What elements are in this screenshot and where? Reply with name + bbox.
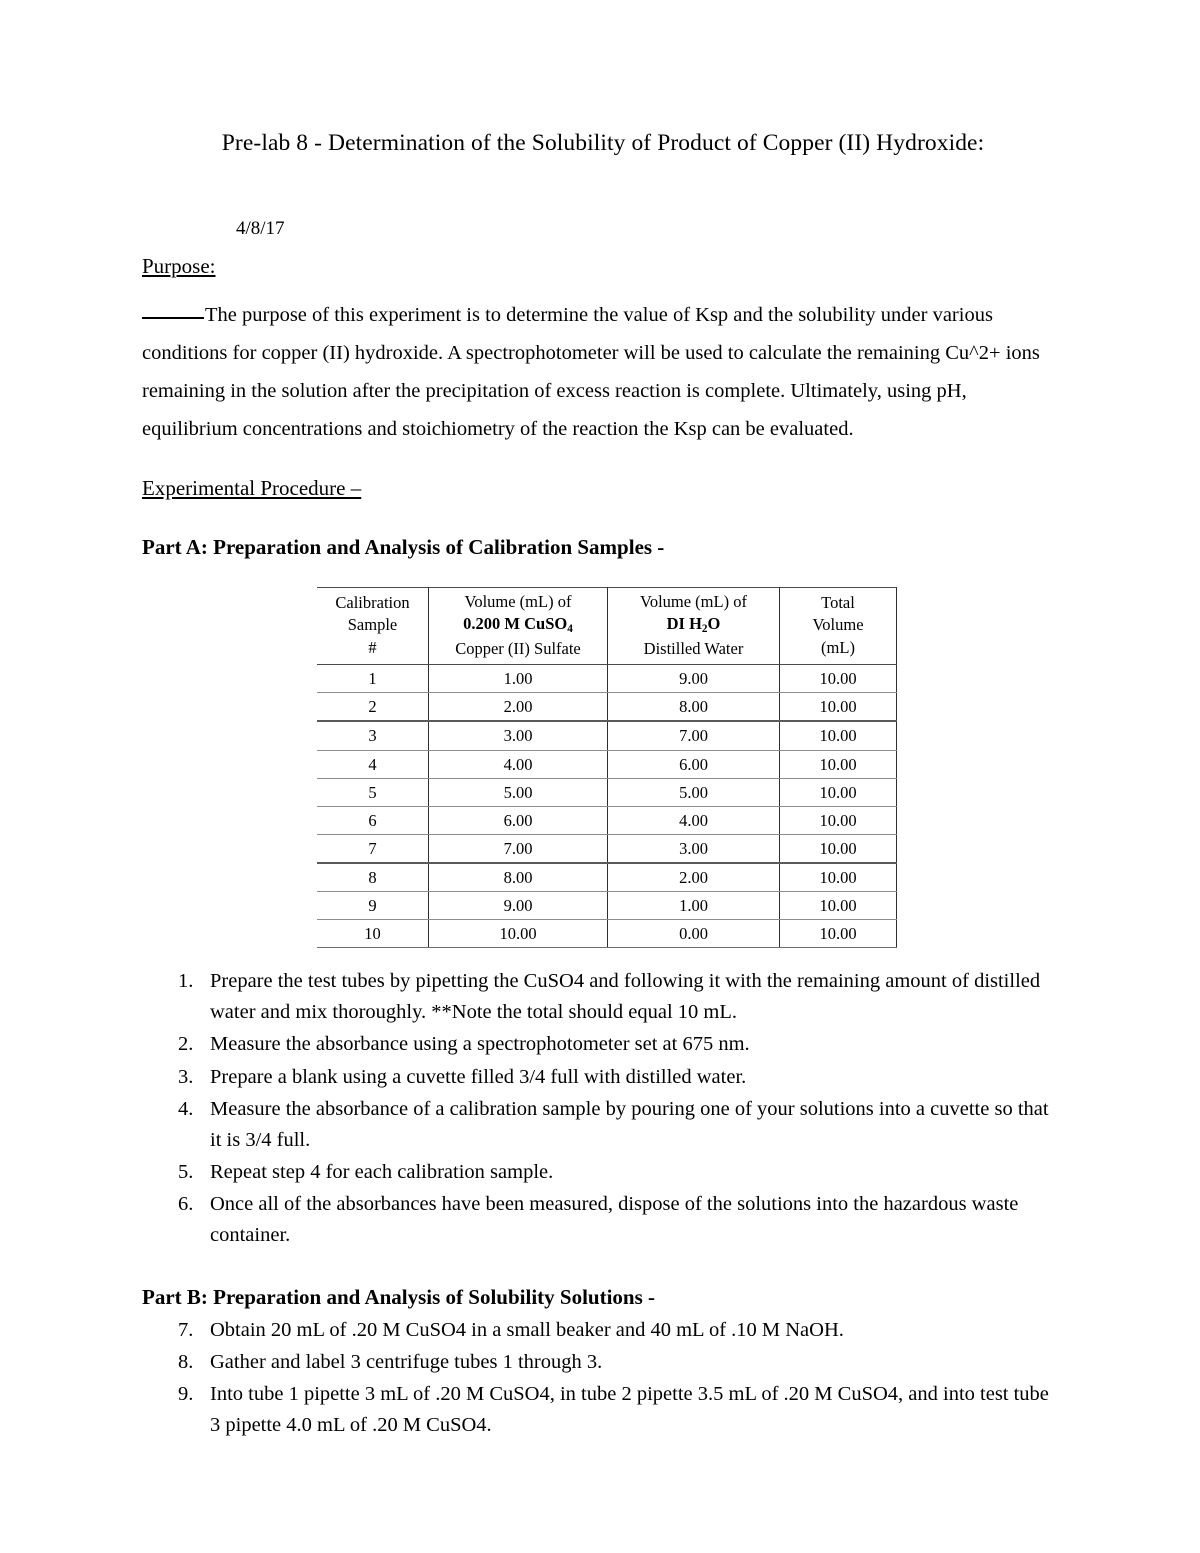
document-body <box>142 128 1064 1442</box>
cell-water-volume: 3.00 <box>608 834 780 863</box>
step-number: 8. <box>178 1351 194 1373</box>
cell-water-volume: 5.00 <box>608 778 780 806</box>
list-item <box>142 966 1064 1028</box>
step-number: 5. <box>178 1161 194 1184</box>
table-row <box>317 693 897 722</box>
list-item <box>142 1062 1064 1093</box>
header-formula-pre: 0.200 M CuSO <box>463 614 568 634</box>
column-header-cuso4 <box>429 588 608 665</box>
cell-total-volume: 10.00 <box>780 665 897 693</box>
cell-cuso4-volume: 3.00 <box>429 721 608 750</box>
cell-water-volume: 4.00 <box>608 806 780 834</box>
cell-cuso4-volume: 6.00 <box>429 806 608 834</box>
list-item <box>142 1157 1064 1188</box>
cell-cuso4-volume: 7.00 <box>429 834 608 863</box>
cell-cuso4-volume: 1.00 <box>429 665 608 693</box>
cell-sample: 9 <box>317 891 429 919</box>
calibration-table-head <box>317 588 897 665</box>
step-number: 6. <box>178 1193 194 1216</box>
cell-total-volume: 10.00 <box>780 750 897 778</box>
table-row <box>317 891 897 919</box>
purpose-paragraph-text: The purpose of this experiment is to determine the value of Ksp and the solubility under various conditions for copper (II) hydroxide. A spectrophotometer will be used to calculate the remaining Cu^2+ ions remaining in the solution after the precipitation of excess reaction is complete. Ultimately, using pH, equilibrium concentrations and stoichiometry of the reaction the Ksp can be evaluated. <box>142 303 1040 441</box>
list-item <box>142 1189 1064 1251</box>
column-header-total <box>780 588 897 665</box>
calibration-table <box>317 587 897 948</box>
step-text: Once all of the absorbances have been measured, dispose of the solutions into the hazardous waste container. <box>210 1193 1019 1247</box>
cell-water-volume: 9.00 <box>608 665 780 693</box>
list-item <box>142 1094 1064 1156</box>
header-line-1: Total <box>821 593 855 613</box>
document-date: 4/8/17 <box>236 217 285 239</box>
table-row <box>317 750 897 778</box>
step-text: Measure the absorbance of a calibration sample by pouring one of your solutions into a cuvette so that it is 3/4 full. <box>210 1097 1049 1151</box>
cell-cuso4-volume: 8.00 <box>429 863 608 892</box>
column-header-water <box>608 588 780 665</box>
part-b-step-list <box>142 1311 1064 1442</box>
cell-total-volume: 10.00 <box>780 834 897 863</box>
cell-sample: 7 <box>317 834 429 863</box>
cell-sample: 2 <box>317 693 429 722</box>
cell-water-volume: 1.00 <box>608 891 780 919</box>
part-a-step-list <box>142 948 1064 1251</box>
cell-sample: 5 <box>317 778 429 806</box>
header-line-2: Sample <box>347 615 398 635</box>
table-row <box>317 665 897 693</box>
header-formula-pre: DI H <box>666 614 702 634</box>
header-line-1: Calibration <box>335 593 410 613</box>
step-text: Prepare a blank using a cuvette filled 3/4 full with distilled water. <box>210 1065 747 1088</box>
step-text: Gather and label 3 centrifuge tubes 1 through 3. <box>210 1351 603 1373</box>
cell-cuso4-volume: 2.00 <box>429 693 608 722</box>
table-row <box>317 920 897 948</box>
cell-sample: 4 <box>317 750 429 778</box>
cell-total-volume: 10.00 <box>780 863 897 892</box>
cell-cuso4-volume: 5.00 <box>429 778 608 806</box>
column-header-sample <box>317 588 429 665</box>
list-item <box>142 1029 1064 1060</box>
header-formula-sub: 2 <box>701 623 708 636</box>
step-text: Measure the absorbance using a spectrophotometer set at 675 nm. <box>210 1033 750 1056</box>
table-row <box>317 863 897 892</box>
cell-total-volume: 10.00 <box>780 693 897 722</box>
table-row <box>317 806 897 834</box>
cell-water-volume: 6.00 <box>608 750 780 778</box>
step-text: Repeat step 4 for each calibration sample. <box>210 1161 554 1184</box>
step-text: Obtain 20 mL of .20 M CuSO4 in a small beaker and 40 mL of .10 M NaOH. <box>210 1318 844 1341</box>
cell-cuso4-volume: 9.00 <box>429 891 608 919</box>
cell-sample: 1 <box>317 665 429 693</box>
cell-total-volume: 10.00 <box>780 891 897 919</box>
step-number: 1. <box>178 970 194 993</box>
purpose-paragraph <box>142 280 1064 449</box>
list-item <box>142 1347 1064 1378</box>
table-header-row <box>317 588 897 665</box>
table-row <box>317 778 897 806</box>
purpose-heading-text: Purpose: <box>142 253 216 278</box>
procedure-heading <box>142 448 1064 502</box>
cell-cuso4-volume: 10.00 <box>429 920 608 948</box>
step-text: Prepare the test tubes by pipetting the CuSO4 and following it with the remaining amount of distilled water and mix thoroughly. **Note the total should equal 10 mL. <box>210 970 1041 1024</box>
header-line-1: Volume (mL) of <box>640 592 747 612</box>
list-item <box>142 1379 1064 1441</box>
header-line-2: Volume <box>812 615 864 635</box>
step-number: 4. <box>178 1097 194 1120</box>
cell-sample: 6 <box>317 806 429 834</box>
calibration-table-wrap <box>142 561 1064 948</box>
part-b-heading: Part B: Preparation and Analysis of Solubility Solutions - <box>142 1284 656 1309</box>
cell-total-volume: 10.00 <box>780 721 897 750</box>
cell-total-volume: 10.00 <box>780 778 897 806</box>
header-formula-post: O <box>707 614 721 634</box>
purpose-heading <box>142 241 1064 280</box>
cell-total-volume: 10.00 <box>780 806 897 834</box>
header-line-3: Copper (II) Sulfate <box>455 638 581 658</box>
step-number: 2. <box>178 1033 194 1056</box>
header-line-3: # <box>368 637 377 657</box>
header-line-2 <box>610 613 777 637</box>
part-a-heading: Part A: Preparation and Analysis of Calibration Samples - <box>142 534 665 559</box>
table-row <box>317 721 897 750</box>
cell-total-volume: 10.00 <box>780 920 897 948</box>
cell-water-volume: 0.00 <box>608 920 780 948</box>
header-line-3: Distilled Water <box>643 638 744 658</box>
cell-water-volume: 7.00 <box>608 721 780 750</box>
calibration-table-body <box>317 665 897 948</box>
step-text: Into tube 1 pipette 3 mL of .20 M CuSO4, in tube 2 pipette 3.5 mL of .20 M CuSO4, and into test tube 3 pipette 4.0 mL of .20 M CuSO4. <box>210 1383 1049 1437</box>
cell-sample: 3 <box>317 721 429 750</box>
header-line-2 <box>431 613 605 637</box>
step-number: 9. <box>178 1383 194 1406</box>
procedure-heading-text: Experimental Procedure – <box>142 476 362 501</box>
step-number: 7. <box>178 1318 194 1341</box>
header-formula-sub: 4 <box>567 623 573 636</box>
cell-cuso4-volume: 4.00 <box>429 750 608 778</box>
cell-sample: 8 <box>317 863 429 892</box>
header-line-1: Volume (mL) of <box>464 592 572 612</box>
header-line-3: (mL) <box>821 637 855 657</box>
cell-sample: 10 <box>317 920 429 948</box>
list-item <box>142 1315 1064 1346</box>
cell-water-volume: 2.00 <box>608 863 780 892</box>
table-row <box>317 834 897 863</box>
indent-rule <box>142 317 204 319</box>
cell-water-volume: 8.00 <box>608 693 780 722</box>
step-number: 3. <box>178 1065 194 1088</box>
page-title: Pre-lab 8 - Determination of the Solubility of Product of Copper (II) Hydroxide: <box>221 130 985 156</box>
